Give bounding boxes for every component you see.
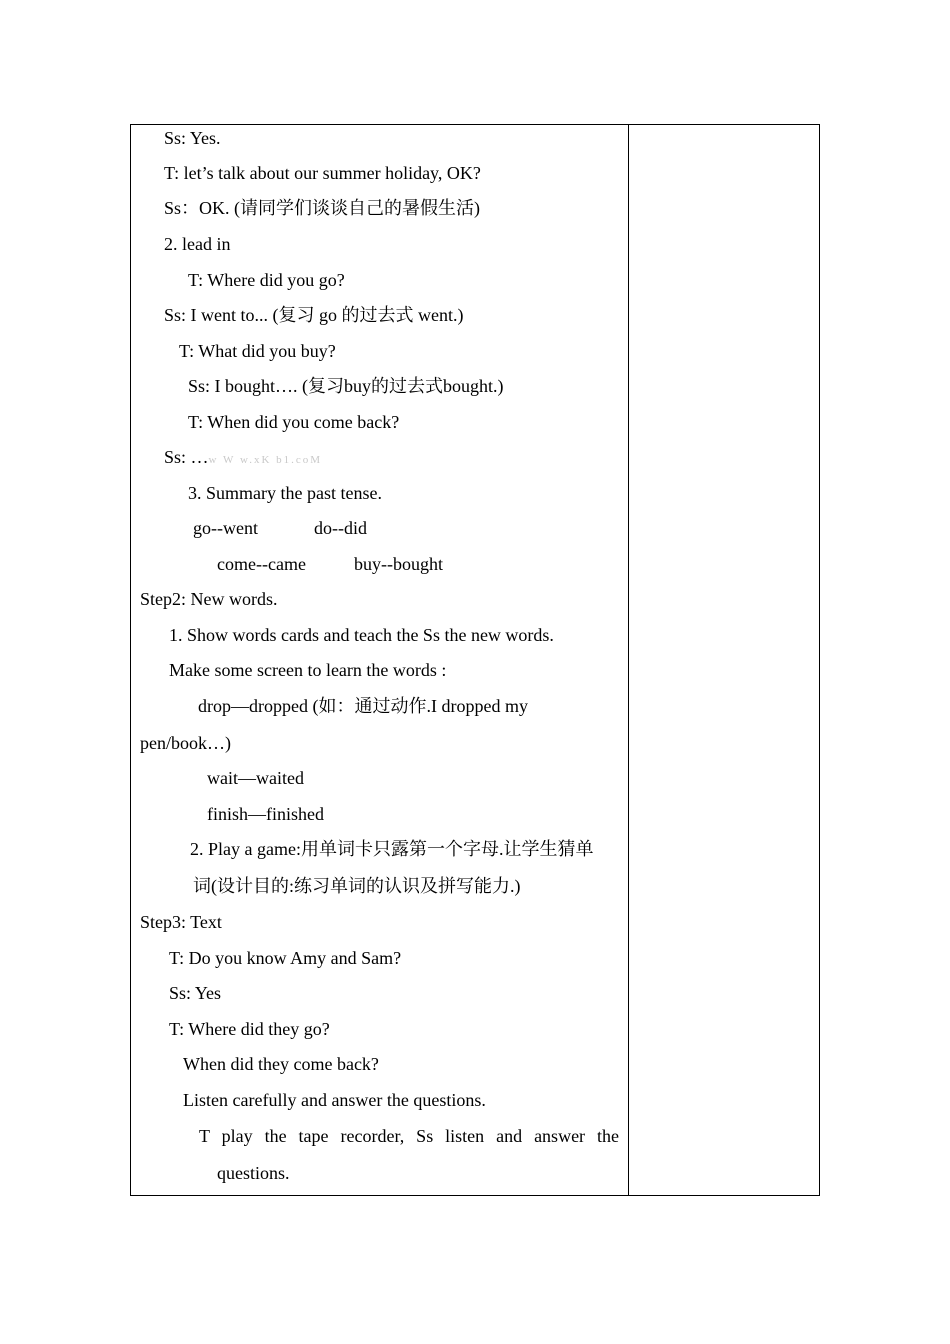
text-line: Ss: Yes <box>169 983 222 1003</box>
watermark: w W w.xK b1.coM <box>208 454 323 466</box>
text-line: Ss: Yes. <box>164 128 221 148</box>
text-line: T: Do you know Amy and Sam? <box>169 948 402 968</box>
text-line: T: What did you buy? <box>179 341 336 361</box>
text-line: questions. <box>217 1163 290 1183</box>
word-pair: go--went <box>193 518 258 538</box>
text-line: Ss: I bought…. (复习buy的过去式bought.) <box>188 376 504 396</box>
text-line: Listen carefully and answer the questions. <box>183 1090 486 1110</box>
line-text: Ss: … <box>164 447 209 467</box>
column-divider <box>628 125 629 1195</box>
text-line: Make some screen to learn the words : <box>169 660 447 680</box>
text-line: T: Where did you go? <box>188 270 345 290</box>
text-line: T: When did you come back? <box>188 412 400 432</box>
text-line: 2. Play a game:用单词卡只露第一个字母.让学生猜单 <box>190 839 594 859</box>
text-line <box>164 446 322 471</box>
text-line: 词(设计目的:练习单词的认识及拼写能力.) <box>193 876 521 896</box>
text-line: Ss: I went to... (复习 go 的过去式 went.) <box>164 305 464 325</box>
text-line: 3. Summary the past tense. <box>188 483 382 503</box>
step-heading: Step3: Text <box>140 912 222 932</box>
text-line: drop—dropped (如：通过动作.I dropped my <box>198 696 528 716</box>
text-line: T play the tape recorder, Ss listen and answer the <box>199 1126 619 1146</box>
word-pair: do--did <box>314 518 367 538</box>
text-line: T: Where did they go? <box>169 1019 330 1039</box>
lesson-table <box>130 124 820 1196</box>
word-pair: buy--bought <box>354 554 443 574</box>
step-heading: Step2: New words. <box>140 589 278 609</box>
text-line: pen/book…) <box>140 733 231 753</box>
section-heading: 2. lead in <box>164 234 231 254</box>
text-line: T: let’s talk about our summer holiday, OK? <box>164 163 481 183</box>
text-line: 1. Show words cards and teach the Ss the new words. <box>169 625 554 645</box>
text-line: When did they come back? <box>183 1054 379 1074</box>
word-pair: wait—waited <box>207 768 304 788</box>
word-pair: finish—finished <box>207 804 324 824</box>
word-pair: come--came <box>217 554 306 574</box>
text-line: Ss：OK. (请同学们谈谈自己的暑假生活) <box>164 198 481 218</box>
